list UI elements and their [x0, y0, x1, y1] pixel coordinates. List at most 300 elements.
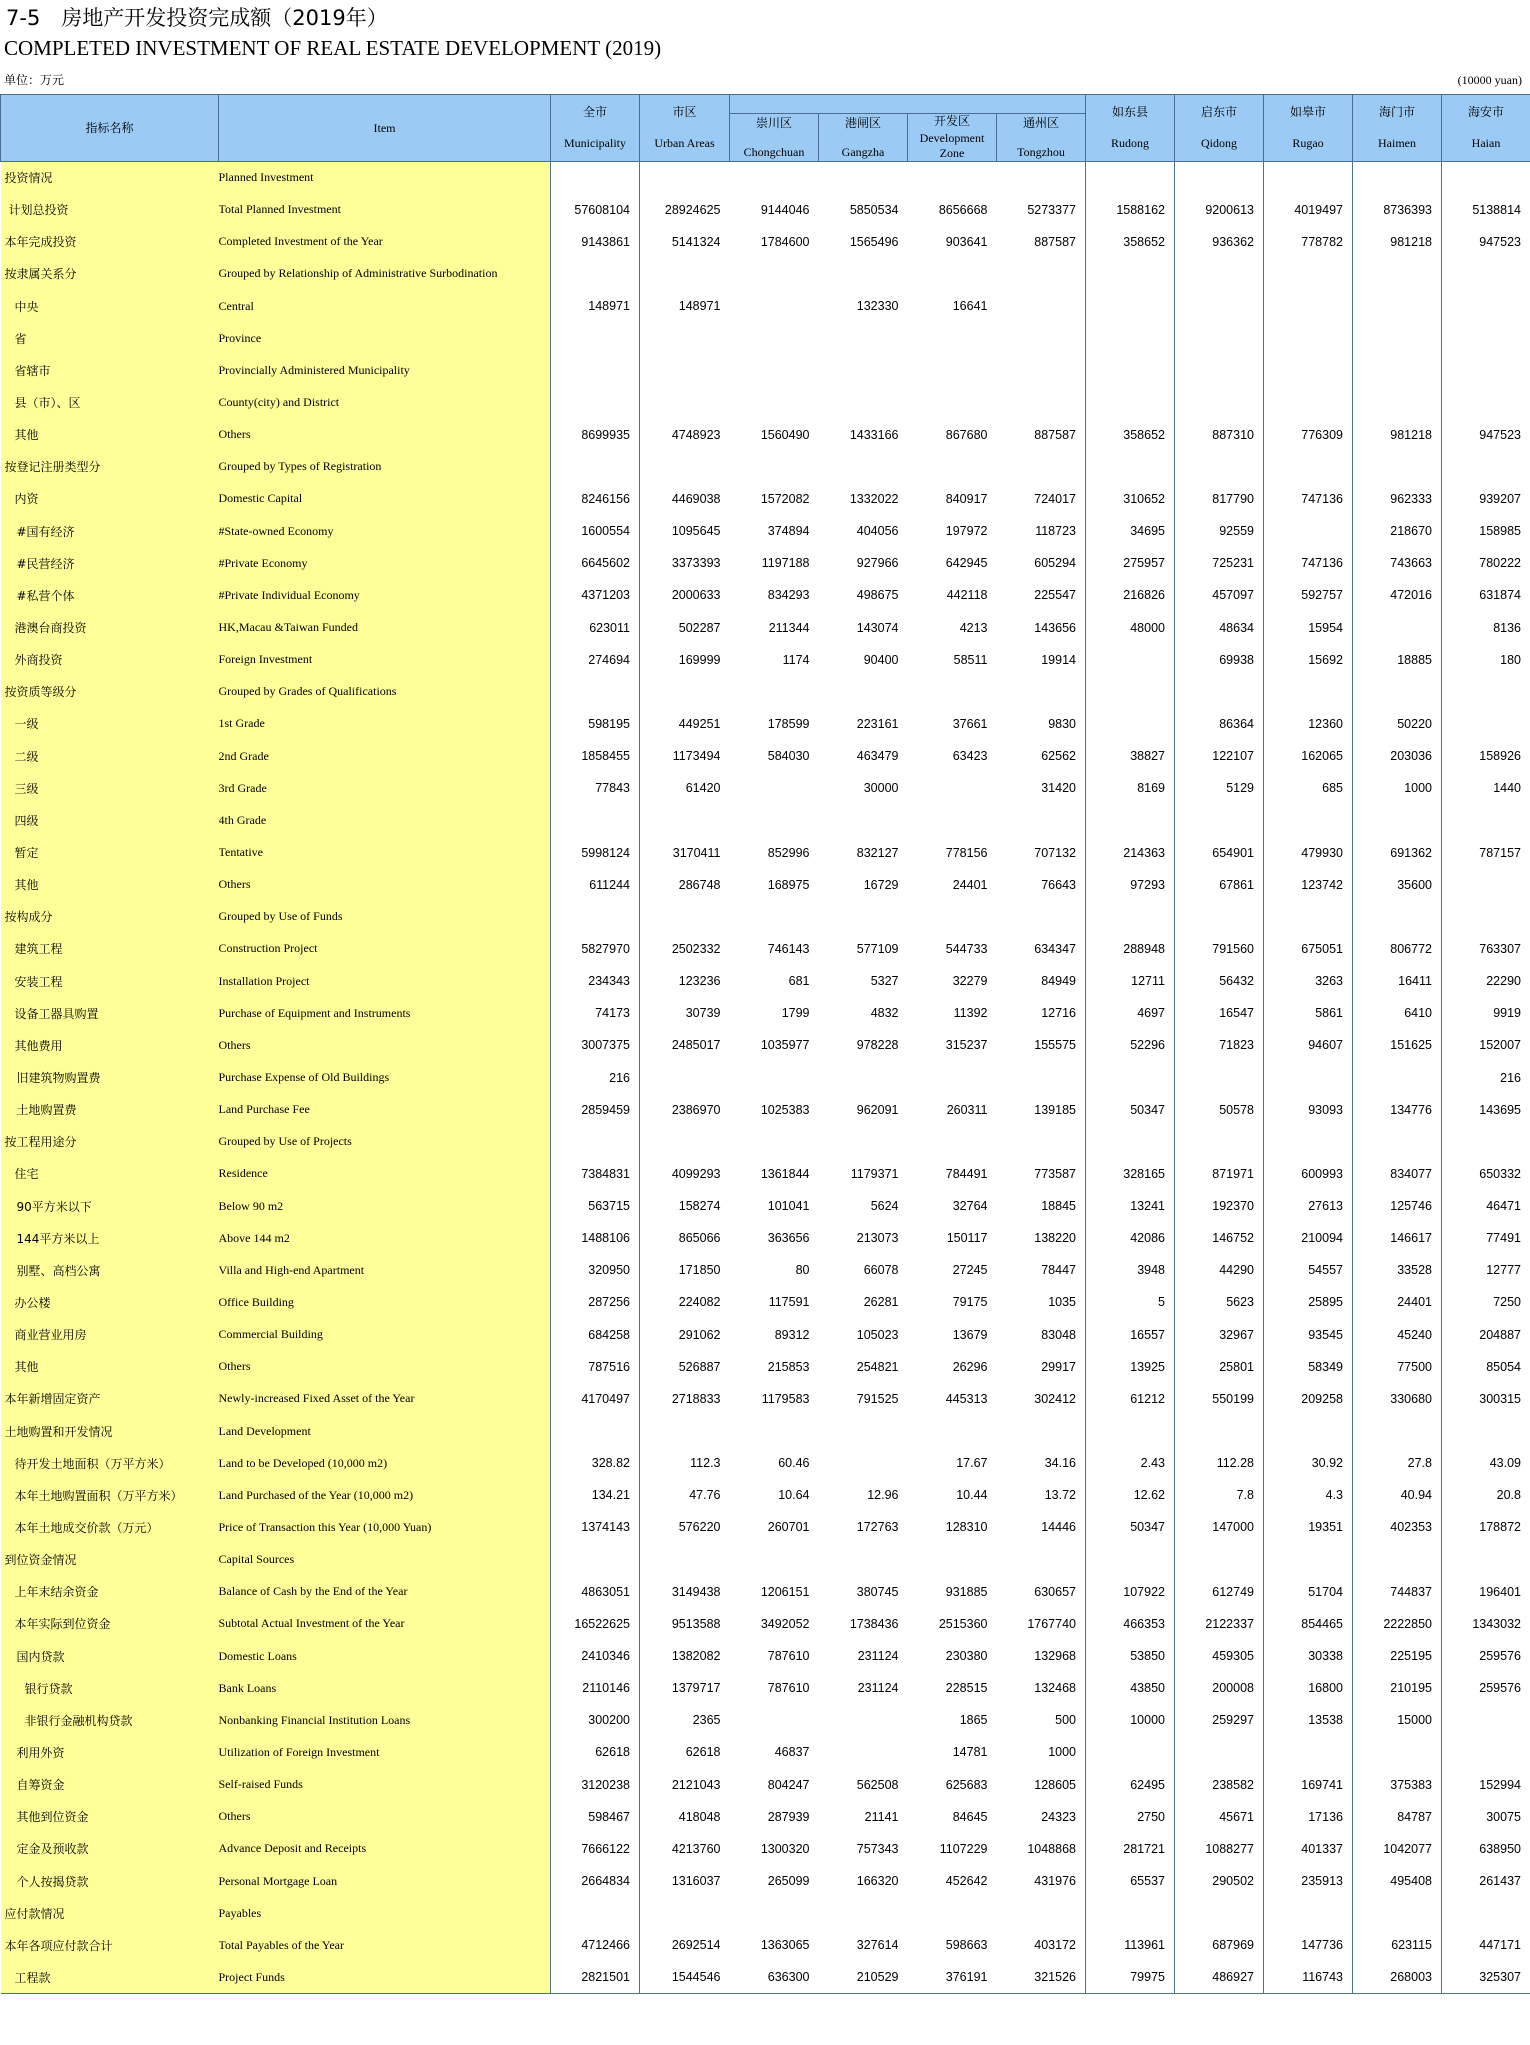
row-value-cell: 261437	[1442, 1865, 1530, 1897]
row-value-cell: 598467	[551, 1801, 640, 1833]
row-value-cell: 791560	[1175, 933, 1264, 965]
row-value-cell: 259576	[1442, 1640, 1530, 1672]
row-value-cell	[1264, 290, 1353, 322]
row-value-cell: 211344	[768, 620, 810, 635]
row-item-en: Purchase Expense of Old Buildings	[219, 1061, 551, 1093]
row-value-cell: 15000	[1353, 1704, 1442, 1736]
row-value-cell: 681	[788, 974, 810, 989]
row-value-cell: 1107229	[939, 1841, 988, 1856]
table-row	[1, 1319, 1530, 1351]
row-value-cell	[1264, 804, 1353, 836]
row-value-cell: 315237	[945, 1038, 988, 1053]
row-value-cell	[1086, 354, 1175, 386]
row-value-cell: 1095645	[671, 524, 721, 539]
row-value-cell: 162065	[1264, 740, 1353, 772]
row-value-cell	[819, 1704, 908, 1736]
unit-label-cn: 单位：万元	[4, 73, 65, 87]
row-value-cell	[1086, 1897, 1175, 1929]
row-value-cell: 747136	[1264, 547, 1353, 579]
row-value-cell: 260311	[946, 1102, 988, 1117]
row-value-cell: 5	[1086, 1286, 1175, 1318]
row-value-cell: 54557	[1264, 1254, 1353, 1286]
row-value-cell: 146752	[1175, 1222, 1264, 1254]
row-indicator-cn: 自筹资金	[1, 1769, 219, 1801]
row-value-cell	[997, 1544, 1086, 1576]
row-indicator-cn: 其他	[1, 869, 219, 901]
row-value-cell	[997, 290, 1086, 322]
row-value-cell: 1767740	[997, 1608, 1086, 1640]
row-value-cell: 13925	[1086, 1351, 1175, 1383]
row-value-cell	[1264, 1061, 1353, 1093]
row-value-cell: 147000	[1175, 1511, 1264, 1543]
row-value-cell: 225547	[997, 579, 1086, 611]
row-value-cell	[1175, 1415, 1264, 1447]
row-value-cell	[1442, 1544, 1530, 1576]
row-indicator-cn: 县（市）、区	[1, 386, 219, 418]
row-value-cell: 200008	[1175, 1672, 1264, 1704]
row-indicator-cn: 建筑工程	[1, 933, 219, 965]
row-value-cell	[1264, 451, 1353, 483]
row-indicator-cn: 非银行金融机构贷款	[1, 1704, 219, 1736]
row-value-cell	[730, 1415, 819, 1447]
row-value-cell: 152994	[1442, 1769, 1530, 1801]
row-indicator-cn: 其他	[1, 1351, 219, 1383]
row-value-cell: 634347	[997, 933, 1086, 965]
row-item-en: Domestic Loans	[219, 1640, 551, 1672]
row-value-cell: 209258	[1264, 1383, 1353, 1415]
row-indicator-cn: 其他到位资金	[1, 1801, 219, 1833]
header-col-haimen-cn: 海门市	[1378, 105, 1415, 119]
row-value-cell	[819, 162, 908, 194]
row-value-cell	[1086, 162, 1175, 194]
row-item-en: Personal Mortgage Loan	[219, 1865, 551, 1897]
table-row	[1, 1222, 1530, 1254]
header-col-urban-areas-en: Urban Areas	[654, 136, 715, 150]
row-value-cell: 93545	[1264, 1319, 1353, 1351]
row-value-cell: 30739	[685, 1006, 721, 1021]
row-value-cell	[908, 354, 997, 386]
row-value-cell: 218670	[1353, 515, 1442, 547]
row-value-cell: 1048868	[997, 1833, 1086, 1865]
row-value-cell: 128605	[997, 1769, 1086, 1801]
row-value-cell: 65537	[1086, 1865, 1175, 1897]
row-value-cell	[908, 1544, 997, 1576]
row-value-cell: 254821	[856, 1359, 899, 1374]
header-col-haian	[1442, 95, 1530, 162]
row-value-cell: 2222850	[1353, 1608, 1442, 1640]
row-value-cell: 328.82	[551, 1447, 640, 1479]
row-value-cell: 62618	[551, 1736, 640, 1768]
row-indicator-cn: 内资	[1, 483, 219, 515]
row-value-cell: 46471	[1442, 1190, 1530, 1222]
row-value-cell: 1858455	[551, 740, 640, 772]
row-value-cell: 231124	[857, 1681, 899, 1696]
row-value-cell: 15954	[1264, 611, 1353, 643]
row-value-cell: 138220	[997, 1222, 1086, 1254]
row-item-en: Others	[219, 869, 551, 901]
row-value-cell: 155575	[997, 1029, 1086, 1061]
table-row	[1, 1704, 1530, 1736]
row-value-cell: 125746	[1353, 1190, 1442, 1222]
row-value-cell: 780222	[1442, 547, 1530, 579]
header-col-haimen	[1353, 95, 1442, 162]
row-value-cell: 158985	[1442, 515, 1530, 547]
row-indicator-cn: 按资质等级分	[1, 676, 219, 708]
row-value-cell	[908, 1897, 997, 1929]
row-value-cell	[1175, 1126, 1264, 1158]
row-value-cell: 30000	[863, 781, 899, 796]
row-value-cell	[730, 1544, 819, 1576]
row-value-cell	[551, 901, 640, 933]
row-value-cell: 5623	[1175, 1286, 1264, 1318]
row-value-cell	[640, 804, 730, 836]
row-value-cell: 210094	[1264, 1222, 1353, 1254]
header-col-tongzhou-cn: 通州区	[1022, 115, 1059, 130]
row-item-en: Foreign Investment	[219, 644, 551, 676]
row-value-cell: 259576	[1442, 1672, 1530, 1704]
row-value-cell: 325307	[1442, 1961, 1530, 1993]
row-indicator-cn: 二级	[1, 740, 219, 772]
row-value-cell	[1175, 1061, 1264, 1093]
row-value-cell	[1175, 322, 1264, 354]
row-value-cell: 4712466	[551, 1929, 640, 1961]
row-value-cell: 445313	[945, 1391, 988, 1406]
row-value-cell: 11392	[953, 1006, 988, 1021]
row-value-cell: 50578	[1175, 1094, 1264, 1126]
row-item-en: Newly-increased Fixed Asset of the Year	[219, 1383, 551, 1415]
row-value-cell: 84787	[1353, 1801, 1442, 1833]
header-col-rugao-cn: 如皋市	[1289, 105, 1326, 119]
row-value-cell: 1088277	[1175, 1833, 1264, 1865]
row-value-cell: 123742	[1264, 869, 1353, 901]
row-item-en: Payables	[219, 1897, 551, 1929]
table-row	[1, 290, 1530, 322]
row-value-cell: 178599	[767, 716, 810, 731]
table-row	[1, 194, 1530, 226]
row-value-cell: 10.44	[956, 1488, 988, 1503]
row-value-cell: 16800	[1264, 1672, 1353, 1704]
row-value-cell: 472016	[1353, 579, 1442, 611]
row-value-cell: 44290	[1175, 1254, 1264, 1286]
row-value-cell: 101041	[767, 1199, 810, 1214]
row-indicator-cn: 本年新增固定资产	[1, 1383, 219, 1415]
row-value-cell	[819, 386, 908, 418]
row-value-cell	[1175, 1897, 1264, 1929]
row-value-cell	[819, 451, 908, 483]
row-item-en: Land Purchased of the Year (10,000 m2)	[219, 1479, 551, 1511]
row-value-cell: 600993	[1264, 1158, 1353, 1190]
row-value-cell	[908, 451, 997, 483]
row-item-en: Total Planned Investment	[219, 194, 551, 226]
row-value-cell: 225195	[1353, 1640, 1442, 1672]
row-value-cell	[1086, 1126, 1175, 1158]
row-value-cell: 707132	[997, 836, 1086, 868]
row-value-cell: 1361844	[760, 1166, 810, 1181]
row-value-cell: 12.62	[1086, 1479, 1175, 1511]
row-value-cell	[997, 1126, 1086, 1158]
row-indicator-cn: 省辖市	[1, 354, 219, 386]
row-value-cell: 457097	[1175, 579, 1264, 611]
row-value-cell: 42086	[1086, 1222, 1175, 1254]
row-value-cell: 5827970	[551, 933, 640, 965]
row-value-cell: 134.21	[551, 1479, 640, 1511]
row-value-cell	[997, 322, 1086, 354]
table-row	[1, 547, 1530, 579]
row-value-cell: 10000	[1086, 1704, 1175, 1736]
row-item-en: County(city) and District	[219, 386, 551, 418]
row-value-cell	[908, 162, 997, 194]
header-col-rudong-cn: 如东县	[1111, 105, 1148, 119]
table-row	[1, 740, 1530, 772]
table-row	[1, 804, 1530, 836]
row-value-cell: 1000	[1353, 772, 1442, 804]
row-value-cell	[1353, 322, 1442, 354]
row-value-cell: 3120238	[551, 1769, 640, 1801]
row-value-cell: 45671	[1175, 1801, 1264, 1833]
table-row	[1, 1415, 1530, 1447]
row-value-cell: 288948	[1086, 933, 1175, 965]
row-value-cell: 83048	[997, 1319, 1086, 1351]
row-value-cell: 61212	[1086, 1383, 1175, 1415]
row-value-cell	[640, 258, 730, 290]
row-value-cell: 8169	[1086, 772, 1175, 804]
row-value-cell	[819, 1061, 908, 1093]
table-row	[1, 1094, 1530, 1126]
row-value-cell: 328165	[1086, 1158, 1175, 1190]
row-indicator-cn: 到位资金情况	[1, 1544, 219, 1576]
row-value-cell: 79975	[1086, 1961, 1175, 1993]
row-value-cell: 80	[795, 1263, 810, 1278]
row-value-cell: 28924625	[664, 202, 721, 217]
row-value-cell: 612749	[1175, 1576, 1264, 1608]
row-indicator-cn: 应付款情况	[1, 1897, 219, 1929]
row-value-cell: 927966	[856, 556, 899, 571]
row-value-cell: 654901	[1175, 836, 1264, 868]
row-value-cell: 53850	[1086, 1640, 1175, 1672]
row-item-en: 1st Grade	[219, 708, 551, 740]
row-indicator-cn: 投资情况	[1, 162, 219, 194]
table-row	[1, 515, 1530, 547]
row-value-cell: 27245	[952, 1263, 988, 1278]
row-value-cell: 776309	[1264, 419, 1353, 451]
row-value-cell: 947523	[1442, 419, 1530, 451]
row-value-cell: 358652	[1086, 226, 1175, 258]
row-value-cell: 19351	[1264, 1511, 1353, 1543]
row-value-cell	[730, 1704, 819, 1736]
row-value-cell: 18845	[997, 1190, 1086, 1222]
row-value-cell: 5129	[1175, 772, 1264, 804]
row-value-cell: 936362	[1175, 226, 1264, 258]
row-value-cell: 128310	[945, 1520, 988, 1535]
row-value-cell: 834077	[1353, 1158, 1442, 1190]
row-value-cell: 1174	[782, 652, 810, 667]
row-value-cell	[551, 1897, 640, 1929]
row-value-cell: 1572082	[760, 491, 810, 506]
row-value-cell	[1442, 451, 1530, 483]
row-value-cell: 45240	[1353, 1319, 1442, 1351]
row-value-cell: 275957	[1086, 547, 1175, 579]
row-indicator-cn: 按登记注册类型分	[1, 451, 219, 483]
table-row	[1, 1254, 1530, 1286]
row-value-cell: 9513588	[671, 1616, 721, 1631]
table-row	[1, 1833, 1530, 1865]
row-value-cell: 85054	[1442, 1351, 1530, 1383]
row-value-cell: 577109	[856, 941, 899, 956]
row-value-cell: 30338	[1264, 1640, 1353, 1672]
row-value-cell: 1035	[997, 1286, 1086, 1318]
row-value-cell	[997, 1415, 1086, 1447]
row-value-cell: 3007375	[551, 1029, 640, 1061]
row-value-cell	[819, 1736, 908, 1768]
row-value-cell: 636300	[730, 1961, 819, 1993]
row-value-cell: 69938	[1175, 644, 1264, 676]
row-value-cell	[730, 1126, 819, 1158]
row-value-cell: 210195	[1353, 1672, 1442, 1704]
row-value-cell: 931885	[945, 1584, 988, 1599]
row-value-cell: 268003	[1353, 1961, 1442, 1993]
row-value-cell: 452642	[945, 1874, 988, 1889]
row-value-cell: 867680	[945, 427, 988, 442]
row-value-cell: 1042077	[1353, 1833, 1442, 1865]
row-value-cell: 40.94	[1353, 1479, 1442, 1511]
row-value-cell: 29917	[997, 1351, 1086, 1383]
row-value-cell: 84645	[952, 1809, 988, 1824]
table-row	[1, 1576, 1530, 1608]
row-value-cell	[997, 451, 1086, 483]
row-indicator-cn: 一级	[1, 708, 219, 740]
row-value-cell: 327614	[856, 1938, 899, 1953]
row-indicator-cn: 工程款	[1, 1961, 219, 1993]
row-indicator-cn: 计划总投资	[1, 194, 219, 226]
row-value-cell	[640, 1544, 730, 1576]
row-value-cell: 50347	[1086, 1094, 1175, 1126]
row-value-cell	[730, 290, 819, 322]
row-value-cell: 1179583	[761, 1391, 810, 1406]
row-value-cell: 132330	[856, 299, 899, 314]
row-value-cell: 24401	[1353, 1286, 1442, 1318]
row-value-cell: 978228	[856, 1038, 899, 1053]
row-value-cell	[1086, 901, 1175, 933]
row-value-cell: 402353	[1353, 1511, 1442, 1543]
row-value-cell: 4.3	[1264, 1479, 1353, 1511]
row-value-cell	[551, 676, 640, 708]
row-value-cell: 287939	[767, 1809, 810, 1824]
row-indicator-cn: 银行贷款	[1, 1672, 219, 1704]
header-col-gangzha-en: Gangzha	[841, 144, 885, 159]
header-col-haian-en: Haian	[1471, 136, 1501, 150]
row-value-cell	[640, 1897, 730, 1929]
row-value-cell: 33528	[1353, 1254, 1442, 1286]
row-value-cell: 1784600	[760, 234, 810, 249]
row-value-cell	[819, 322, 908, 354]
table-row	[1, 354, 1530, 386]
row-value-cell: 2821501	[551, 1961, 640, 1993]
row-value-cell: 563715	[551, 1190, 640, 1222]
row-value-cell: 757343	[856, 1841, 899, 1856]
table-row	[1, 901, 1530, 933]
row-value-cell: 403172	[997, 1929, 1086, 1961]
header-col-urban-areas	[640, 95, 730, 162]
row-value-cell: 77500	[1353, 1351, 1442, 1383]
row-value-cell: 1379717	[671, 1681, 721, 1696]
row-value-cell: 34695	[1086, 515, 1175, 547]
row-value-cell: 8246156	[551, 483, 640, 515]
row-value-cell: 134776	[1353, 1094, 1442, 1126]
row-value-cell: 3492052	[760, 1616, 810, 1631]
row-indicator-cn: 90平方米以下	[1, 1190, 219, 1222]
row-value-cell	[730, 386, 819, 418]
row-value-cell	[1442, 322, 1530, 354]
header-col-municipality-en: Municipality	[564, 136, 626, 150]
row-value-cell: 1488106	[551, 1222, 640, 1254]
row-value-cell: 9830	[997, 708, 1086, 740]
header-item-en-label: Item	[373, 120, 396, 135]
row-value-cell	[1086, 708, 1175, 740]
row-value-cell: 16729	[863, 877, 899, 892]
row-value-cell: 94607	[1264, 1029, 1353, 1061]
table-row	[1, 1769, 1530, 1801]
row-value-cell	[819, 901, 908, 933]
row-value-cell: 290502	[1175, 1865, 1264, 1897]
row-value-cell: 26296	[952, 1359, 988, 1374]
row-item-en: Others	[219, 1801, 551, 1833]
row-item-en: Commercial Building	[219, 1319, 551, 1351]
row-value-cell	[997, 1897, 1086, 1929]
row-value-cell: 13241	[1086, 1190, 1175, 1222]
row-item-en: Self-raised Funds	[219, 1769, 551, 1801]
row-item-en: Domestic Capital	[219, 483, 551, 515]
row-value-cell: 166320	[856, 1874, 899, 1889]
row-value-cell: 123236	[678, 974, 721, 989]
row-value-cell: 2750	[1086, 1801, 1175, 1833]
row-value-cell: 495408	[1353, 1865, 1442, 1897]
row-value-cell	[997, 804, 1086, 836]
row-value-cell: 231124	[857, 1649, 899, 1664]
row-value-cell	[551, 162, 640, 194]
row-value-cell: 74173	[551, 997, 640, 1029]
row-item-en: Utilization of Foreign Investment	[219, 1736, 551, 1768]
row-item-en: Planned Investment	[219, 162, 551, 194]
row-value-cell	[1175, 354, 1264, 386]
header-col-qidong-en: Qidong	[1201, 136, 1237, 150]
row-value-cell: 865066	[678, 1231, 721, 1246]
row-value-cell: 192370	[1175, 1190, 1264, 1222]
row-value-cell	[819, 1126, 908, 1158]
row-value-cell: 17136	[1264, 1801, 1353, 1833]
row-indicator-cn: 其他费用	[1, 1029, 219, 1061]
row-value-cell: 89312	[774, 1327, 810, 1342]
row-value-cell: 840917	[945, 491, 988, 506]
row-value-cell: 93093	[1264, 1094, 1353, 1126]
row-value-cell: 97293	[1086, 869, 1175, 901]
row-value-cell: 7250	[1442, 1286, 1530, 1318]
table-row	[1, 1929, 1530, 1961]
unit-label-en: (10000 yuan)	[1457, 73, 1522, 87]
row-indicator-cn: 本年土地购置面积（万平方米）	[1, 1479, 219, 1511]
row-item-en: Capital Sources	[219, 1544, 551, 1576]
row-value-cell: 230380	[945, 1649, 988, 1664]
row-value-cell: 787157	[1442, 836, 1530, 868]
row-value-cell: 147736	[1264, 1929, 1353, 1961]
row-value-cell: 169741	[1264, 1769, 1353, 1801]
row-indicator-cn: 144平方米以上	[1, 1222, 219, 1254]
row-value-cell: 47.76	[689, 1488, 721, 1503]
row-value-cell: 8656668	[938, 202, 988, 217]
row-value-cell: 26281	[863, 1295, 899, 1310]
row-value-cell: 791525	[856, 1391, 899, 1406]
row-value-cell: 650332	[1442, 1158, 1530, 1190]
row-item-en: 3rd Grade	[219, 772, 551, 804]
